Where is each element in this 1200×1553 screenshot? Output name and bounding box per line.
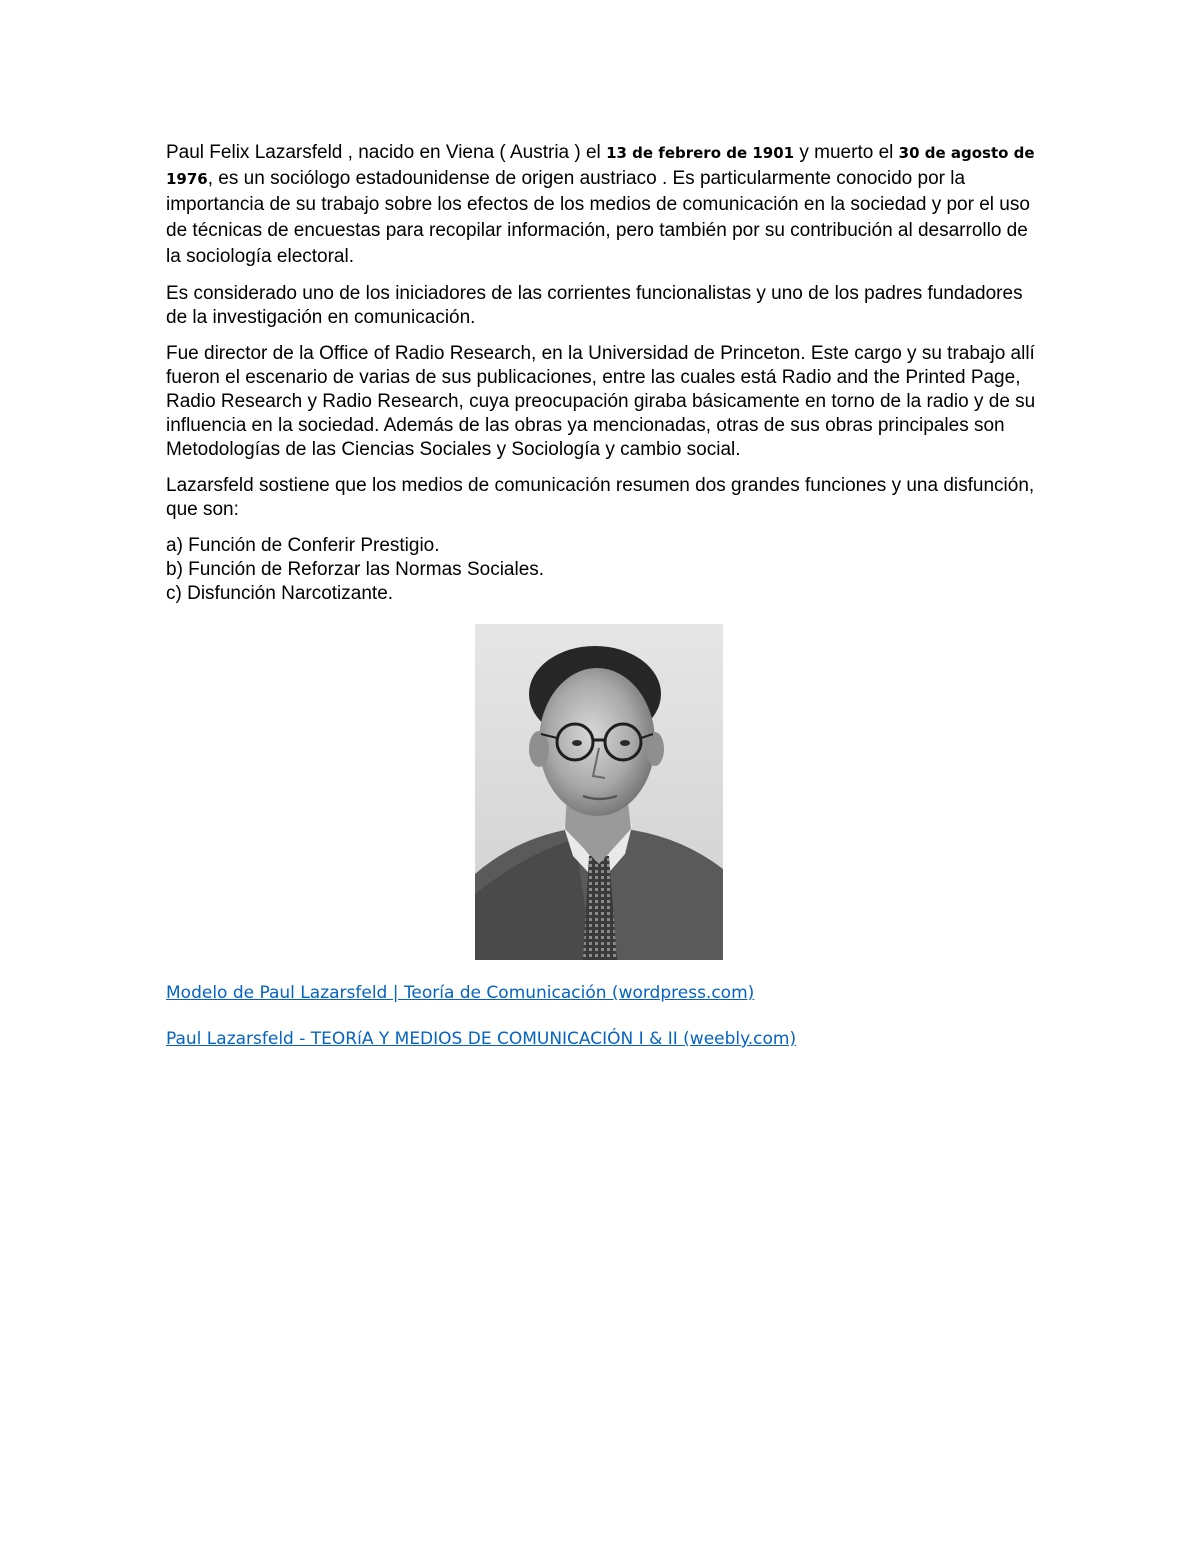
death-date: 30 de agosto de 1976 <box>166 144 1035 188</box>
bio-paragraph-2: Es considerado uno de los iniciadores de las corrientes funcionalistas y uno de los padres fundadores de la investigación en comunicación. <box>166 283 1023 328</box>
function-item-a: a) Función de Conferir Prestigio. <box>166 535 440 556</box>
bio-paragraph-3: Fue director de la Office of Radio Research, en la Universidad de Princeton. Este cargo y su trabajo allí fueron el escenario de varias de sus publicaciones, entre las cuales está Radio and the Printed Page, Radio Research y Radio Research, cuya preocupación giraba básicamente en torno de la radio y de su influencia en la sociedad. Además de las obras ya mencionadas, otras de sus obras principales son Metodologías de las Ciencias Sociales y Sociología y cambio social. <box>166 343 1036 460</box>
link-wordpress[interactable]: Modelo de Paul Lazarsfeld | Teoría de Comunicación (wordpress.com) <box>166 983 755 1003</box>
bio-paragraph-1 <box>166 140 1046 270</box>
functions-list <box>166 534 1046 606</box>
bio-died-text: y muerto el <box>794 142 899 163</box>
function-item-b: b) Función de Reforzar las Normas Sociales. <box>166 559 545 580</box>
bio-intro-text: Paul Felix Lazarsfeld , nacido en Viena ( Austria ) el <box>166 142 607 163</box>
function-item-c: c) Disfunción Narcotizante. <box>166 583 394 604</box>
document-page <box>166 140 1046 1074</box>
bio-paragraph-4: Lazarsfeld sostiene que los medios de comunicación resumen dos grandes funciones y una disfunción, que son: <box>166 475 1035 520</box>
reference-links <box>166 982 1046 1050</box>
portrait-photo <box>475 624 723 960</box>
birth-date: 13 de febrero de 1901 <box>606 144 795 162</box>
portrait-illustration <box>475 624 723 960</box>
bio-description-text: , es un sociólogo estadounidense de origen austriaco . Es particularmente conocido por la importancia de su trabajo sobre los efectos de los medios de comunicación en la sociedad y por el uso de técnicas de encuestas para recopilar información, pero también por su contribución al desarrollo de la sociología electoral. <box>166 168 1030 267</box>
photo-container <box>166 624 1046 960</box>
link-weebly[interactable]: Paul Lazarsfeld - TEORíA Y MEDIOS DE COMUNICACIÓN I & II (weebly.com) <box>166 1029 797 1049</box>
